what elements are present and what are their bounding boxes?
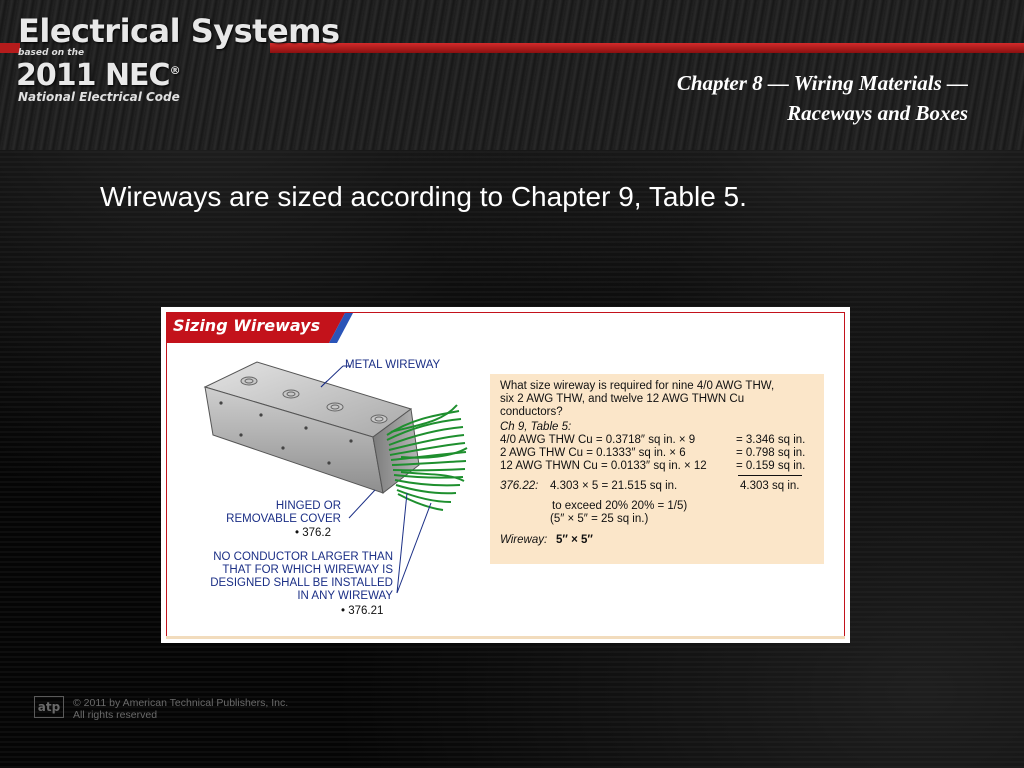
answer-label: Wireway: [500, 534, 548, 546]
no-conductor-reference: • 376.21 [341, 605, 384, 617]
table-reference: Ch 9, Table 5: [500, 421, 572, 433]
slide-heading: Wireways are sized according to Chapter 9, Table 5. [100, 181, 747, 212]
calc-row-left: 4/0 AWG THW Cu = 0.3718″ sq in. × 9 [500, 434, 696, 446]
calc-row-right: = 0.159 sq in. [736, 460, 806, 472]
no-conductor-label-1: NO CONDUCTOR LARGER THAN [213, 551, 393, 563]
chapter-title [677, 68, 968, 128]
question-line-3: conductors? [500, 406, 563, 418]
no-conductor-label-3: DESIGNED SHALL BE INSTALLED [210, 577, 393, 589]
answer-value: 5″ × 5″ [556, 534, 593, 546]
section-reference: 376.22: [500, 480, 539, 492]
header-stripe-left [0, 43, 20, 53]
copyright-line: © 2011 by American Technical Publishers, Inc. [73, 697, 289, 709]
hinged-cover-label-1: HINGED OR [275, 500, 341, 512]
registered-mark: ® [169, 64, 180, 77]
calc-step-1: 4.303 × 5 = 21.515 sq in. [550, 480, 678, 492]
calc-row-right: = 0.798 sq in. [736, 447, 806, 459]
logo-based-on: based on the [18, 48, 85, 58]
hinged-cover-label-2: REMOVABLE COVER [226, 513, 341, 525]
no-conductor-label-4: IN ANY WIREWAY [297, 590, 393, 602]
calc-step-3: (5″ × 5″ = 25 sq in.) [550, 513, 649, 525]
atp-logo: atp [34, 696, 64, 718]
rights-line: All rights reserved [73, 709, 158, 721]
sum-rule [738, 475, 802, 476]
question-line-2: six 2 AWG THW, and twelve 12 AWG THWN Cu [500, 393, 745, 405]
header-stripe [270, 43, 1024, 53]
calc-row-left: 2 AWG THW Cu = 0.1333″ sq in. × 6 [500, 447, 686, 459]
chapter-title-line2: Raceways and Boxes [787, 101, 968, 125]
logo-full-name: National Electrical Code [18, 90, 180, 104]
sizing-wireways-figure [161, 307, 850, 643]
hinged-cover-reference: • 376.2 [295, 527, 331, 539]
chapter-title-line1: Chapter 8 — Wiring Materials — [676, 71, 968, 95]
no-conductor-label-2: THAT FOR WHICH WIREWAY IS [222, 564, 393, 576]
calc-row-right: = 3.346 sq in. [736, 434, 806, 446]
metal-wireway-label: METAL WIREWAY [345, 359, 441, 371]
figure-title: Sizing Wireways [173, 316, 321, 335]
footer-copyright [73, 697, 288, 721]
logo-edition-text: 2011 NEC [16, 58, 170, 93]
calc-step-2: to exceed 20% 20% = 1/5) [552, 500, 688, 512]
calc-row-left: 12 AWG THWN Cu = 0.0133″ sq in. × 12 [500, 460, 707, 472]
calc-total: 4.303 sq in. [740, 480, 800, 492]
logo-edition [16, 58, 180, 93]
question-line-1: What size wireway is required for nine 4/0 AWG THW, [500, 380, 775, 392]
logo-title: Electrical Systems [18, 12, 340, 50]
calculation-box [490, 374, 824, 564]
